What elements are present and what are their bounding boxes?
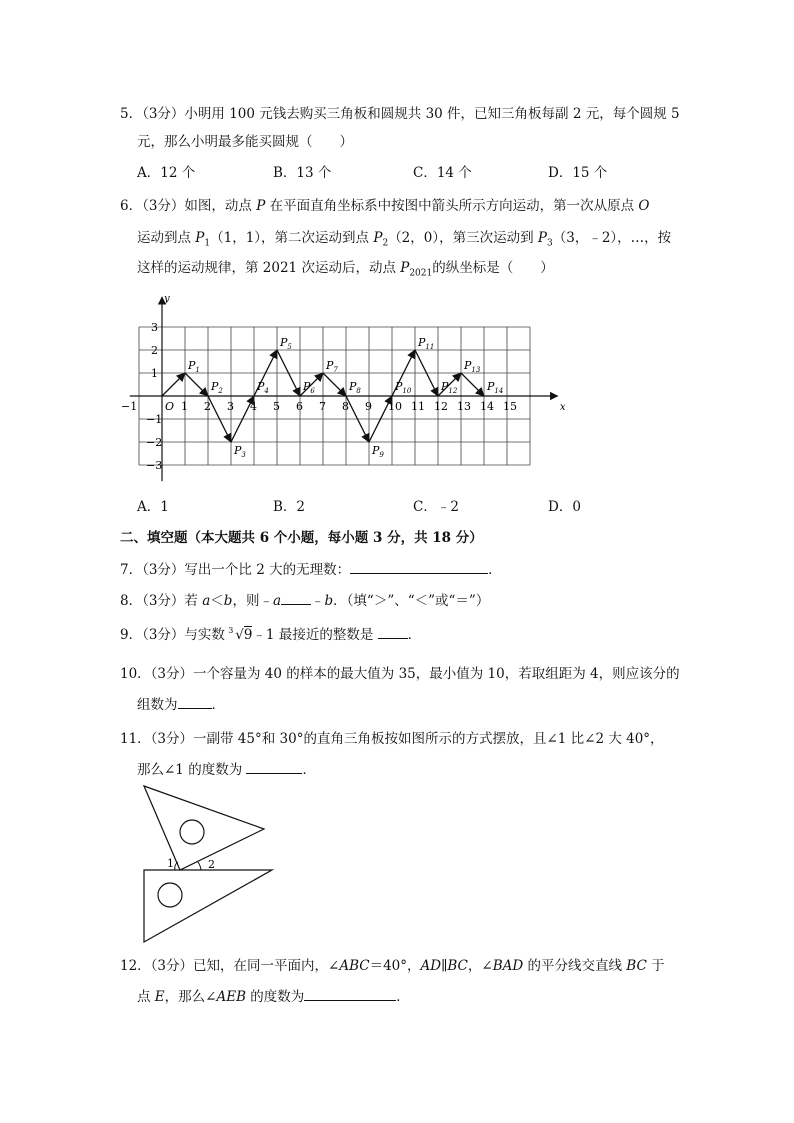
q12-text: ＝40°， (369, 958, 421, 974)
q12-var: AEB (216, 989, 246, 1005)
x-tick-label: 13 (457, 400, 471, 413)
q12-end: ． (396, 989, 410, 1005)
point-label: $P_{12}$ (441, 380, 458, 395)
x-tick-label: 5 (273, 400, 280, 413)
q6-text: （3，﹣2），…，按 (552, 230, 672, 246)
q8-answer-blank[interactable] (281, 590, 311, 605)
q5-line-1: 5．（3分）小明用 100 元钱去购买三角板和圆规共 30 件，已知三角板每副 2 元，每个圆规 5 (120, 106, 680, 122)
q12-var: AD (420, 958, 442, 974)
radical-sign-icon: √ (235, 627, 244, 643)
section-2-title: 二、填空题（本大题共 6 个小题，每小题 3 分，共 18 分） (120, 530, 483, 546)
q10-end: ． (211, 697, 225, 713)
q12-var: ABC (339, 958, 370, 974)
q6-option-d[interactable]: D．0 (548, 499, 581, 515)
angle-1-label: 1 (167, 857, 174, 870)
x-tick-label: 14 (480, 400, 494, 413)
q8-var: a (202, 593, 211, 609)
q10-line-1: 10．（3分）一个容量为 40 的样本的最大值为 35，最小值为 10，若取组距为 4，则应该分的 (120, 666, 680, 682)
motion-arrow (185, 373, 208, 396)
q6-text: 的纵坐标是（ ） (432, 260, 554, 276)
y-tick-label: 3 (151, 321, 158, 334)
q12-var: BC (626, 958, 647, 974)
q12-text: 点 (137, 989, 155, 1005)
x-tick-label: 10 (388, 400, 402, 413)
q5-option-c[interactable]: C．14 个 (413, 165, 472, 181)
point-label: $P_{11}$ (418, 336, 435, 351)
q9-root-index: 3 (228, 626, 234, 635)
q8-text: ＜ (210, 593, 224, 609)
x-tick-label: 4 (250, 400, 257, 413)
q6-text: （1，1），第二次运动到点 (210, 230, 374, 246)
q6-var: P (256, 198, 266, 214)
q12-var: BAD (492, 958, 524, 974)
lower-triangle (144, 870, 272, 942)
q6-var: P (195, 230, 205, 246)
point-label: $P_8$ (349, 380, 361, 395)
point-label: $P_2$ (211, 380, 223, 395)
q6-sub: 1 (204, 238, 211, 249)
x-tick-label: 11 (411, 400, 425, 413)
motion-arrow (162, 373, 185, 396)
q10-text: 组数为 (137, 697, 178, 713)
q6-text: （2，0），第三次运动到 (388, 230, 538, 246)
q9-radicand: 9 (243, 627, 253, 643)
q9-cube-root (229, 625, 252, 645)
q8-var: b (223, 593, 233, 609)
q6-line-1 (120, 196, 650, 216)
q12-var: BC (447, 958, 468, 974)
q6-var: P (373, 230, 383, 246)
q6-text: 6．（3分）如图，动点 (120, 198, 257, 214)
q9-line (120, 624, 421, 645)
q8-var: b (324, 593, 334, 609)
q7-answer-blank[interactable] (350, 559, 488, 574)
q12-text: 于 (646, 958, 665, 974)
point-label: $P_9$ (372, 444, 384, 459)
q8-text: ．（填“＞”、“＜”或“＝”） (333, 593, 490, 609)
y-tick-label: 1 (151, 367, 158, 380)
upper-triangle (144, 786, 264, 870)
x-tick-label: 12 (434, 400, 448, 413)
point-label: $P_4$ (257, 380, 269, 395)
point-label: $P_6$ (303, 380, 315, 395)
q9-end: ． (407, 627, 422, 643)
q7-end: ． (488, 562, 502, 578)
q11-text: 那么∠1 的度数为 (137, 762, 247, 778)
origin-label: O (165, 400, 175, 413)
q6-text: 在平面直角坐标系中按图中箭头所示方向运动，第一次从原点 (265, 198, 639, 214)
motion-arrow (461, 373, 484, 396)
point-label: $P_{14}$ (487, 380, 504, 395)
q6-coordinate-graph (121, 288, 570, 493)
x-tick-label: 15 (503, 400, 517, 413)
q6-sub: 3 (547, 238, 553, 249)
q8-text: ﹣ (311, 593, 325, 609)
q11-triangle-figure (138, 784, 278, 946)
point-label: $P_7$ (326, 359, 338, 374)
y-tick-label: −2 (146, 436, 163, 449)
q6-var: O (638, 198, 650, 214)
point-label: $P_5$ (280, 336, 292, 351)
q11-end: ． (302, 762, 316, 778)
y-tick-label: 2 (151, 344, 158, 357)
q6-var: P (400, 260, 410, 276)
q6-var: P (537, 230, 548, 246)
q10-answer-blank[interactable] (178, 694, 212, 709)
point-label: $P_3$ (234, 444, 246, 459)
y-axis-label: y (164, 293, 170, 305)
x-tick-label: 1 (181, 400, 188, 413)
q6-option-c[interactable]: C．﹣2 (413, 499, 459, 515)
y-tick-label: −3 (146, 459, 163, 472)
q6-line-2 (137, 228, 671, 254)
q12-text: ，那么∠ (164, 989, 217, 1005)
q5-option-d[interactable]: D．15 个 (548, 165, 608, 181)
point-label: $P_{13}$ (464, 359, 481, 374)
q6-option-b[interactable]: B．2 (273, 499, 306, 515)
angle-2-arc (198, 862, 201, 870)
q11-answer-blank[interactable] (246, 759, 302, 774)
y-tick-label: −1 (146, 413, 163, 426)
lower-triangle-hole-icon (158, 883, 182, 907)
q6-line-3 (137, 258, 554, 284)
upper-triangle-hole-icon (180, 820, 204, 844)
q6-sub: 2021 (409, 268, 433, 279)
q11-line-1: 11．（3分）一副带 45°和 30°的直角三角板按如图所示的方式摆放，且∠1 比∠2 大 40°， (120, 731, 664, 747)
q8-text: 8．（3分）若 (120, 593, 203, 609)
x-tick-label: 9 (365, 400, 372, 413)
motion-arrow (323, 373, 346, 396)
q6-text: 运动到点 (137, 230, 196, 246)
q9-text: 9．（3分）与实数 (120, 627, 230, 643)
q12-text: ，∠ (467, 958, 493, 974)
x-tick-label: 8 (342, 400, 349, 413)
x-tick-label: 2 (204, 400, 211, 413)
q12-text: 的平分线交直线 (523, 958, 627, 974)
point-label: $P_1$ (188, 359, 200, 374)
q12-answer-blank[interactable] (304, 986, 396, 1001)
q7-line (120, 559, 502, 580)
angle-2-label: 2 (208, 858, 215, 871)
x-tick-label: 6 (296, 400, 303, 413)
q10-line-2 (137, 694, 225, 715)
q12-text: ∥ (441, 958, 448, 974)
x-tick-label: 7 (319, 400, 326, 413)
q5-line-2: 元，那么小明最多能买圆规（ ） (137, 134, 353, 150)
q8-var: a (272, 593, 282, 609)
q5-option-b[interactable]: B．13 个 (273, 165, 332, 181)
point-label: $P_{10}$ (395, 380, 412, 395)
q5-option-a[interactable]: A．12 个 (137, 165, 196, 181)
q8-line (120, 590, 489, 611)
q8-text: ，则﹣ (232, 593, 273, 609)
q12-line-1 (120, 956, 665, 976)
q12-var: E (154, 989, 165, 1005)
q12-text: 12．（3分）已知，在同一平面内，∠ (120, 958, 340, 974)
q6-sub: 2 (382, 238, 389, 249)
q12-text: 的度数为 (246, 989, 305, 1005)
q6-option-a[interactable]: A．1 (137, 499, 169, 515)
q9-text: ﹣1 最接近的整数是 (252, 627, 378, 643)
x-axis-label: x (559, 402, 566, 413)
x-tick-label: −1 (121, 400, 138, 413)
q9-answer-blank[interactable] (378, 624, 408, 639)
q7-text: 7．（3分）写出一个比 2 大的无理数： (120, 562, 351, 578)
q12-line-2 (137, 986, 410, 1007)
q6-text: 这样的运动规律，第 2021 次运动后，动点 (137, 260, 401, 276)
q11-line-2 (137, 759, 316, 780)
x-tick-label: 3 (227, 400, 234, 413)
